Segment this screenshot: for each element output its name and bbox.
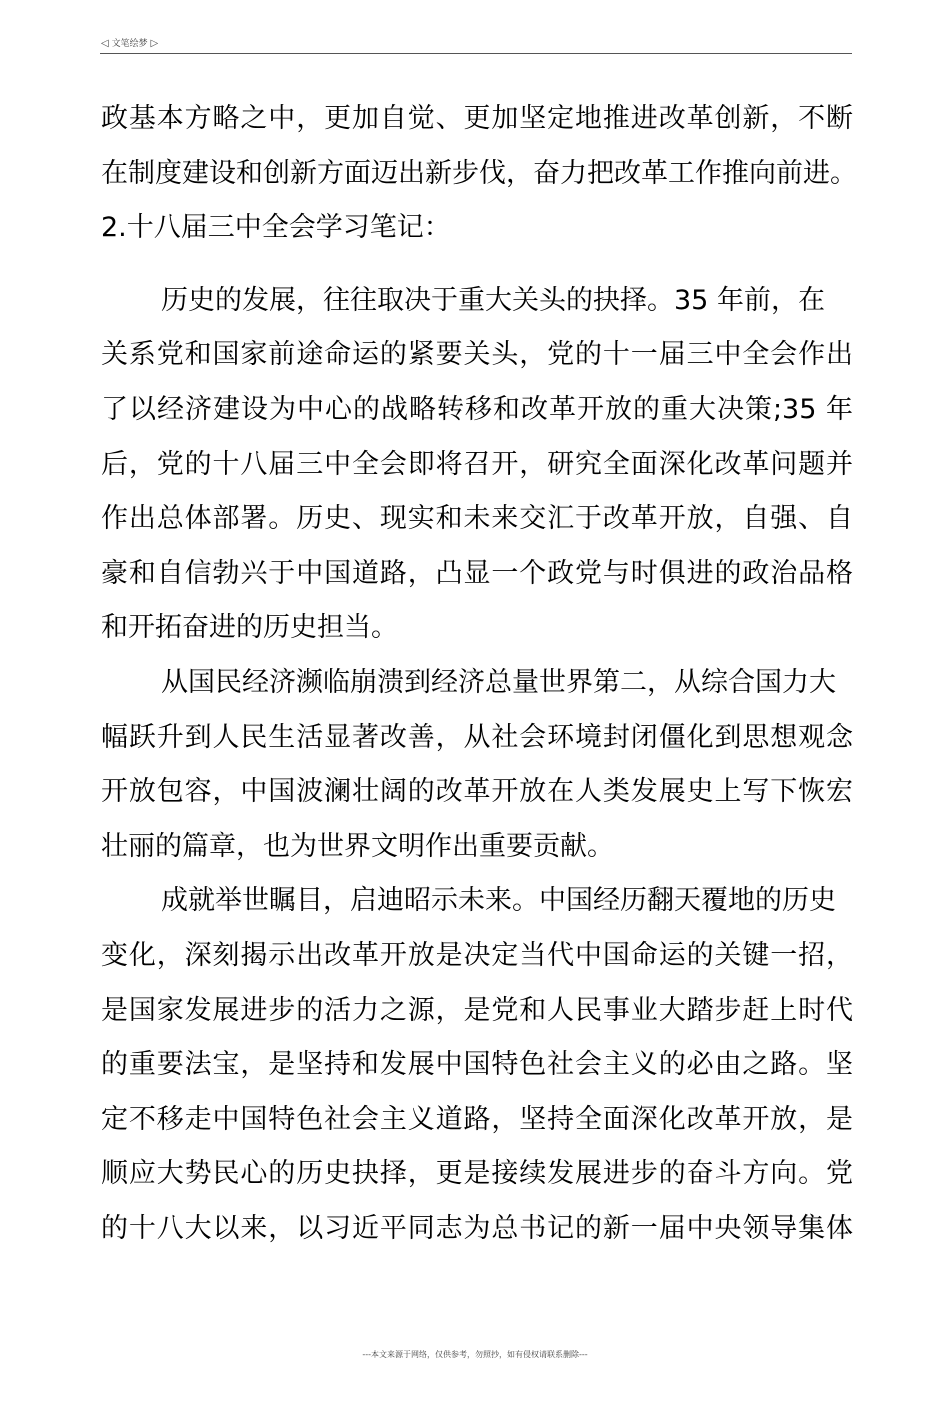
text-line: 是国家发展进步的活力之源，是党和人民事业大踏步赶上时代 <box>101 994 853 1026</box>
page-header <box>101 38 158 50</box>
text-line: 顺应大势民心的历史抉择，更是接续发展进步的奋斗方向。党 <box>101 1158 853 1190</box>
text-line: 在制度建设和创新方面迈出新步伐，奋力把改革工作推向前进。 <box>101 157 857 189</box>
text-line: 作出总体部署。历史、现实和未来交汇于改革开放，自强、自 <box>101 503 853 535</box>
page-footer: ---本文来源于网络，仅供参考，勿照抄，如有侵权请联系删除--- <box>362 1350 588 1359</box>
left-triangle-icon: ◁ <box>101 38 109 49</box>
text-line: 定不移走中国特色社会主义道路，坚持全面深化改革开放，是 <box>101 1103 853 1135</box>
text-line: 关系党和国家前途命运的紧要关头，党的十一届三中全会作出 <box>101 339 853 371</box>
text-line: 历史的发展，往往取决于重大关头的抉择。35 年前，在 <box>161 284 825 316</box>
right-triangle-icon: ▷ <box>150 38 159 49</box>
text-line: 和开拓奋进的历史担当。 <box>101 612 398 644</box>
header-title: 文笔绘梦 <box>111 39 148 49</box>
text-line: 了以经济建设为中心的战略转移和改革开放的重大决策;35 年 <box>101 393 853 425</box>
text-line: 开放包容，中国波澜壮阔的改革开放在人类发展史上写下恢宏 <box>101 776 853 808</box>
text-line: 变化，深刻揭示出改革开放是决定当代中国命运的关键一招， <box>101 939 853 971</box>
text-line: 成就举世瞩目，启迪昭示未来。中国经历翻天覆地的历史 <box>161 885 836 917</box>
text-line: 从国民经济濒临崩溃到经济总量世界第二，从综合国力大 <box>161 666 836 698</box>
header-divider <box>100 53 852 54</box>
paragraph-spacer <box>101 256 853 274</box>
text-line: 壮丽的篇章，也为世界文明作出重要贡献。 <box>101 830 614 862</box>
text-line: 后，党的十八届三中全会即将召开，研究全面深化改革问题并 <box>101 448 853 480</box>
text-line: 豪和自信勃兴于中国道路，凸显一个政党与时俱进的政治品格 <box>101 557 853 589</box>
text-line: 的重要法宝，是坚持和发展中国特色社会主义的必由之路。坚 <box>101 1049 853 1081</box>
section-heading: 2.十八届三中全会学习笔记： <box>101 212 451 244</box>
text-line: 的十八大以来，以习近平同志为总书记的新一届中央领导集体 <box>101 1212 853 1244</box>
text-line: 政基本方略之中，更加自觉、更加坚定地推进改革创新，不断 <box>101 103 853 134</box>
text-line: 幅跃升到人民生活显著改善，从社会环境封闭僵化到思想观念 <box>101 721 853 753</box>
document-body <box>101 92 857 1256</box>
